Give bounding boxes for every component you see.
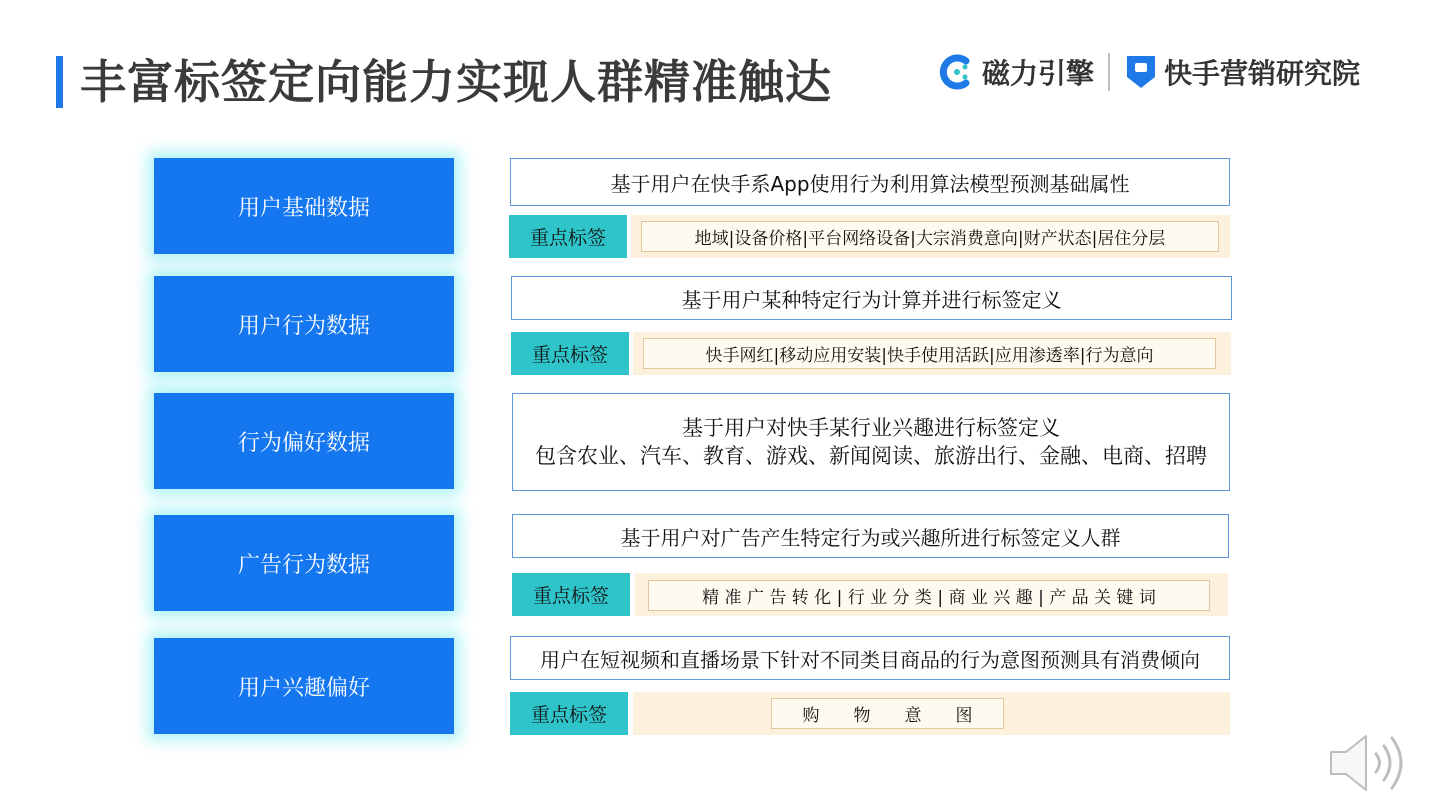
tag-label-behavior: 重点标签 — [511, 332, 629, 375]
cili-engine-logo-icon — [936, 52, 976, 92]
tag-list-basic: 地域|设备价格|平台网络设备|大宗消费意向|财产状态|居住分层 — [641, 221, 1219, 252]
brand-divider — [1108, 53, 1110, 91]
description-basic: 基于用户在快手系App使用行为利用算法模型预测基础属性 — [510, 158, 1230, 206]
description-ad: 基于用户对广告产生特定行为或兴趣所进行标签定义人群 — [512, 514, 1229, 558]
tag-label-basic: 重点标签 — [509, 215, 627, 258]
tag-list-ad: 精 准 广 告 转 化 | 行 业 分 类 | 商 业 兴 趣 | 产 品 关 键 词 — [648, 580, 1210, 611]
brand-header — [936, 52, 1360, 92]
brand-name-cili: 磁力引擎 — [982, 57, 1095, 90]
category-behavior-data: 用户行为数据 — [154, 276, 454, 372]
category-preference-data: 行为偏好数据 — [154, 393, 454, 489]
kuaishou-research-logo-icon — [1124, 53, 1158, 91]
description-preference-line1: 基于用户对快手某行业兴趣进行标签定义 — [682, 416, 1060, 440]
tag-label-ad: 重点标签 — [512, 573, 630, 616]
page-title: 丰富标签定向能力实现人群精准触达 — [80, 55, 832, 109]
category-basic-data: 用户基础数据 — [154, 158, 454, 254]
brand-name-kuaishou: 快手营销研究院 — [1164, 57, 1361, 90]
tag-label-interest: 重点标签 — [510, 692, 628, 735]
category-interest-preference: 用户兴趣偏好 — [154, 638, 454, 734]
description-behavior: 基于用户某种特定行为计算并进行标签定义 — [511, 276, 1232, 320]
tag-list-behavior: 快手网红|移动应用安装|快手使用活跃|应用渗透率|行为意向 — [643, 338, 1216, 369]
speaker-icon[interactable] — [1326, 728, 1416, 802]
category-ad-data: 广告行为数据 — [154, 515, 454, 611]
title-accent-bar — [56, 56, 63, 108]
description-preference-line2: 包含农业、汽车、教育、游戏、新闻阅读、旅游出行、金融、电商、招聘 — [535, 444, 1207, 468]
tag-list-interest: 购 物 意 图 — [771, 698, 1004, 729]
description-preference — [512, 393, 1230, 491]
description-interest: 用户在短视频和直播场景下针对不同类目商品的行为意图预测具有消费倾向 — [510, 636, 1230, 680]
